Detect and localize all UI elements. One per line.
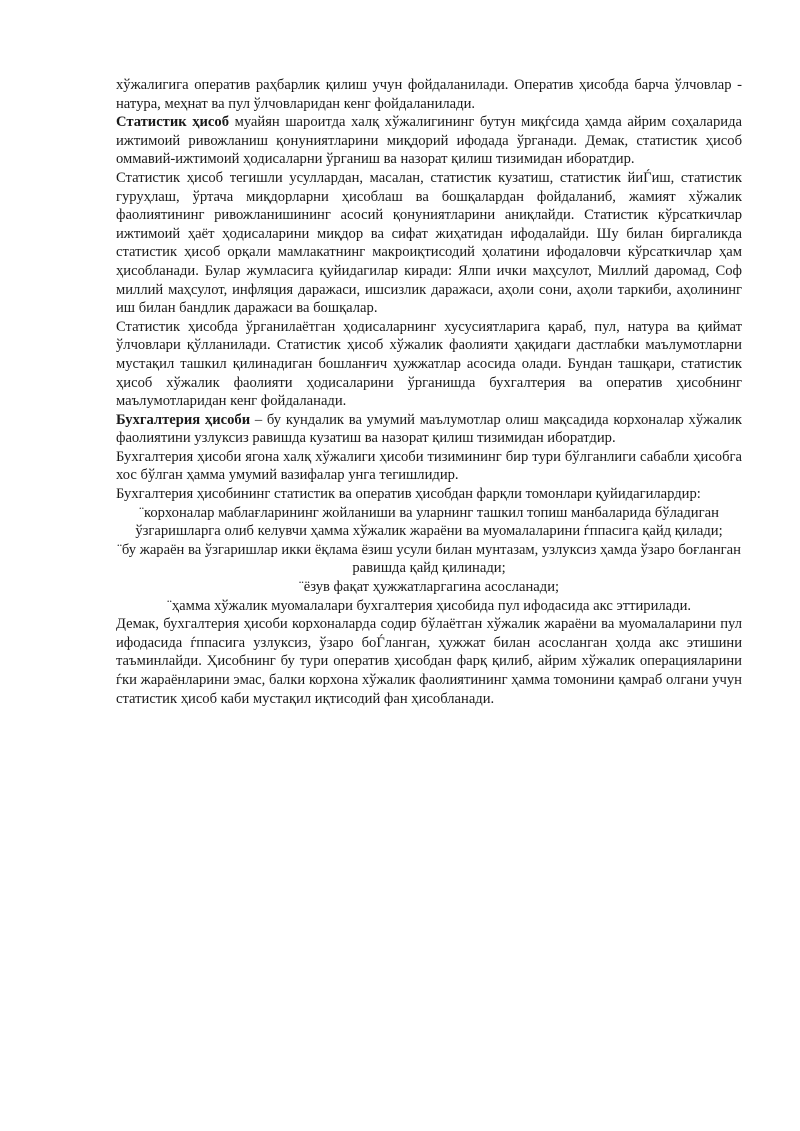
paragraph-text: Статистик ҳисоб тегишли усуллардан, масалан, статистик кузатиш, статистик йиЃиш, статистик гуруҳлаш, ўртача миқдорларни ҳисоблаш ва бошқалардан фойдаланиб, жамият хўжалик фаолиятининг ривожланишининг асосий қонуниятларини аниқлайди. Статистик кўрсаткичлар ижтимоий ҳаёт ҳодисаларини миқдор ва сифат жиҳатидан ифодалайди. Шу билан биргаликда статистик ҳисоб орқали мамлакатнинг макроиқтисодий ҳолатини ифодаловчи кўрсаткичлар ҳам ҳисобланади. Булар жумласига қуйидагилар киради: Ялпи ички маҳсулот, Миллий даромад, Соф миллий маҳсулот, инфляция даражаси, ишсизлик даражаси, аҳоли сони, аҳоли таркиби, аҳолининг иш билан бандлик даражаси ва бошқалар. bbox=[116, 169, 742, 317]
paragraph-text: муайян шароитда халқ хўжалигининг бутун миқѓсида ҳамда айрим соҳаларида ижтимоий ривожланиш қонуниятларини миқдорий ифодада ўрганади. Демак, статистик ҳисоб оммавий-ижтимоий ҳодисаларни ўрганиш ва назорат қилиш тизимидан иборатдир. bbox=[116, 114, 742, 168]
bullet-item: ¨ҳамма хўжалик муомалалари бухгалтерия ҳисобида пул ифодасида акс эттирилади. bbox=[166, 597, 692, 614]
paragraph-text: Бухгалтерия ҳисоби ягона халқ хўжалиги ҳисоби тизимининг бир тури бўлганлиги сабабли ҳисобга хос бўлган ҳамма умумий вазифалар унга тегишлидир. bbox=[116, 448, 742, 484]
term-statistical-accounting: Статистик ҳисоб bbox=[116, 114, 230, 131]
paragraph-operative-accounting bbox=[116, 76, 742, 113]
bullet-item: ¨бу жараён ва ўзгаришлар икки ёқлама ёзиш усули билан мунтазам, узлуксиз ҳамда ўзаро боғланган равишда қайд қилинади; bbox=[117, 541, 741, 577]
paragraph-statistical-accounting bbox=[116, 113, 742, 169]
paragraph-statistical-measures bbox=[116, 318, 742, 411]
document-page bbox=[116, 76, 742, 708]
paragraph-differences-intro bbox=[116, 485, 742, 504]
paragraph-text: Статистик ҳисобда ўрганилаётган ҳодисаларнинг хусусиятларига қараб, пул, натура ва қиймат ўлчовлари қўлланилади. Статистик ҳисоб хўжалик фаолияти ҳақидаги дастлабки маълумотларни мустақил ташкил қилинадиган бошланғич ҳужжатлар асосида олади. Бундан ташқари, статистик ҳисоб хўжалик фаолияти ҳодисаларини ўрганишда бухгалтерия ва оператив ҳисобнинг маълумотларидан кенг фойдаланади. bbox=[116, 318, 742, 410]
paragraph-text: – бу кундалик ва умумий маълумотлар олиш мақсадида корхоналар хўжалик фаолиятини узлуксиз равишда кузатиш ва назорат қилиш тизимидан иборатдир. bbox=[116, 411, 742, 447]
bullet-item: ¨ёзув фақат ҳужжатларгагина асосланади; bbox=[298, 579, 560, 596]
term-bookkeeping: Бухгалтерия ҳисоби bbox=[116, 411, 251, 428]
paragraph-text: Бухгалтерия ҳисобининг статистик ва оператив ҳисобдан фарқли томонлари қуйидагилардир: bbox=[116, 486, 701, 503]
paragraph-text: хўжалигига оператив раҳбарлик қилиш учун фойдаланилади. Оператив ҳисобда барча ўлчовлар - натура, меҳнат ва пул ўлчовларидан кенг фойдаланилади. bbox=[116, 77, 742, 112]
paragraph-bookkeeping bbox=[116, 411, 742, 448]
paragraph-statistical-methods bbox=[116, 169, 742, 318]
paragraph-bookkeeping-type bbox=[116, 448, 742, 485]
paragraph-conclusion: Демак, бухгалтерия ҳисоби корхоналарда содир бўлаётган хўжалик жараёни ва муомалаларини пул ифодасида ѓппасига узлуксиз, ўзаро боЃланган, ҳужжат билан асосланган ҳолда акс этишини таъминлайди. Ҳисобнинг бу тури оператив ҳисобдан фарқ қилиб, айрим хўжалик операцияларини ѓки жараёнларини эмас, балки корхона хўжалик фаолиятининг ҳамма томонини қамраб олгани учун статистик ҳисоб каби мустақил иқтисодий фан ҳисобланади. bbox=[116, 616, 742, 707]
bullet-item: ¨корхоналар маблағларининг жойланиши ва уларнинг ташкил топиш манбаларида бўладиган ўзгаришларга олиб келувчи ҳамма хўжалик жараёни ва муомалаларини ѓппасига қайд қилади; bbox=[135, 504, 723, 540]
